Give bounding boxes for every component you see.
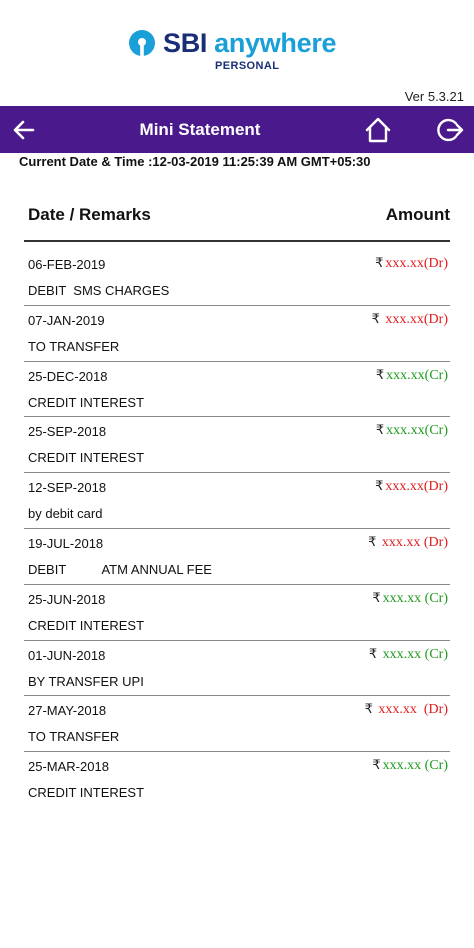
statement-list: [24, 250, 450, 808]
header-date-remarks: Date / Remarks: [28, 205, 151, 224]
logout-icon: [437, 116, 465, 144]
transaction-date: 27-MAY-2018: [28, 703, 107, 719]
amount-value: xxx.xx (Cr): [379, 646, 448, 662]
transaction-remark: CREDIT INTEREST: [28, 394, 145, 410]
rupee-icon: ₹: [375, 256, 384, 271]
home-button[interactable]: [354, 106, 401, 153]
transaction-amount: [375, 256, 448, 272]
amount-value: xxx.xx (Dr): [378, 534, 448, 550]
rupee-icon: ₹: [368, 646, 378, 662]
transaction-row: [24, 752, 450, 808]
table-header: [24, 202, 450, 242]
transaction-remark: CREDIT INTEREST: [28, 785, 145, 801]
header-amount: Amount: [385, 205, 450, 224]
amount-value: xxx.xx(Cr): [386, 367, 448, 383]
transaction-row: [24, 585, 450, 641]
amount-value: xxx.xx(Dr): [381, 311, 448, 327]
transaction-row: [24, 250, 450, 306]
transaction-remark: CREDIT INTEREST: [28, 617, 145, 633]
rupee-icon: ₹: [375, 367, 385, 383]
logout-button[interactable]: [427, 106, 474, 153]
amount-value: xxx.xx(Cr): [386, 423, 448, 439]
transaction-date: 25-DEC-2018: [28, 368, 108, 384]
rupee-icon: ₹: [364, 702, 373, 718]
transaction-amount: [368, 535, 448, 551]
transaction-amount: [372, 591, 448, 607]
brand-subtitle: PERSONAL: [215, 60, 280, 72]
page-title: Mini Statement: [139, 120, 261, 139]
transaction-date: 01-JUN-2018: [28, 647, 106, 663]
transaction-remark: DEBIT ATM ANNUAL FEE: [28, 561, 212, 577]
transaction-date: 25-MAR-2018: [28, 759, 109, 775]
rupee-icon: ₹: [372, 758, 381, 774]
transaction-amount: [365, 702, 448, 718]
transaction-row: [24, 362, 450, 418]
transaction-remark: CREDIT INTEREST: [28, 450, 145, 466]
transaction-remark: by debit card: [28, 506, 103, 522]
sbi-keyhole-logo-icon: [128, 29, 156, 57]
transaction-row: [24, 306, 450, 362]
current-datetime: Current Date & Time :12-03-2019 11:25:39 AM GMT+05:30: [19, 154, 371, 169]
transaction-row: [24, 417, 450, 473]
transaction-row: [24, 473, 450, 529]
rupee-icon: ₹: [375, 423, 385, 439]
transaction-amount: [376, 423, 448, 439]
amount-value: xxx.xx(Dr): [385, 479, 448, 495]
brand-name-text: anywhere: [214, 27, 337, 58]
transaction-amount: [372, 758, 448, 774]
transaction-date: 07-JAN-2019: [28, 312, 105, 328]
rupee-icon: ₹: [372, 590, 381, 606]
app-version: Ver 5.3.21: [404, 89, 464, 104]
transaction-date: 25-JUN-2018: [28, 591, 106, 607]
rupee-icon: ₹: [375, 479, 384, 495]
rupee-icon: ₹: [371, 311, 380, 327]
transaction-row: [24, 696, 450, 752]
transaction-remark: TO TRANSFER: [28, 729, 120, 745]
transaction-amount: [376, 368, 448, 384]
amount-value: xxx.xx (Cr): [382, 758, 448, 774]
transaction-amount: [369, 647, 448, 663]
transaction-row: [24, 529, 450, 585]
logo-row: [128, 24, 336, 62]
transaction-amount: [372, 312, 448, 328]
transaction-date: 06-FEB-2019: [28, 257, 106, 272]
transaction-date: 19-JUL-2018: [28, 535, 104, 551]
transaction-date: 25-SEP-2018: [28, 424, 107, 440]
transaction-amount: [375, 479, 448, 495]
transaction-row: [24, 641, 450, 697]
app-logo: [0, 24, 474, 80]
transaction-remark: BY TRANSFER UPI: [28, 673, 144, 689]
transaction-date: 12-SEP-2018: [28, 480, 107, 496]
brand-sbi-text: SBI: [163, 27, 208, 58]
amount-value: xxx.xx (Dr): [374, 702, 448, 718]
rupee-icon: ₹: [368, 534, 377, 550]
transaction-remark: DEBIT SMS CHARGES: [28, 283, 170, 298]
amount-value: xxx.xx(Dr): [385, 256, 448, 271]
home-icon: [364, 116, 392, 144]
app-bar: [0, 106, 474, 153]
amount-value: xxx.xx (Cr): [382, 590, 448, 606]
transaction-remark: TO TRANSFER: [28, 338, 120, 354]
